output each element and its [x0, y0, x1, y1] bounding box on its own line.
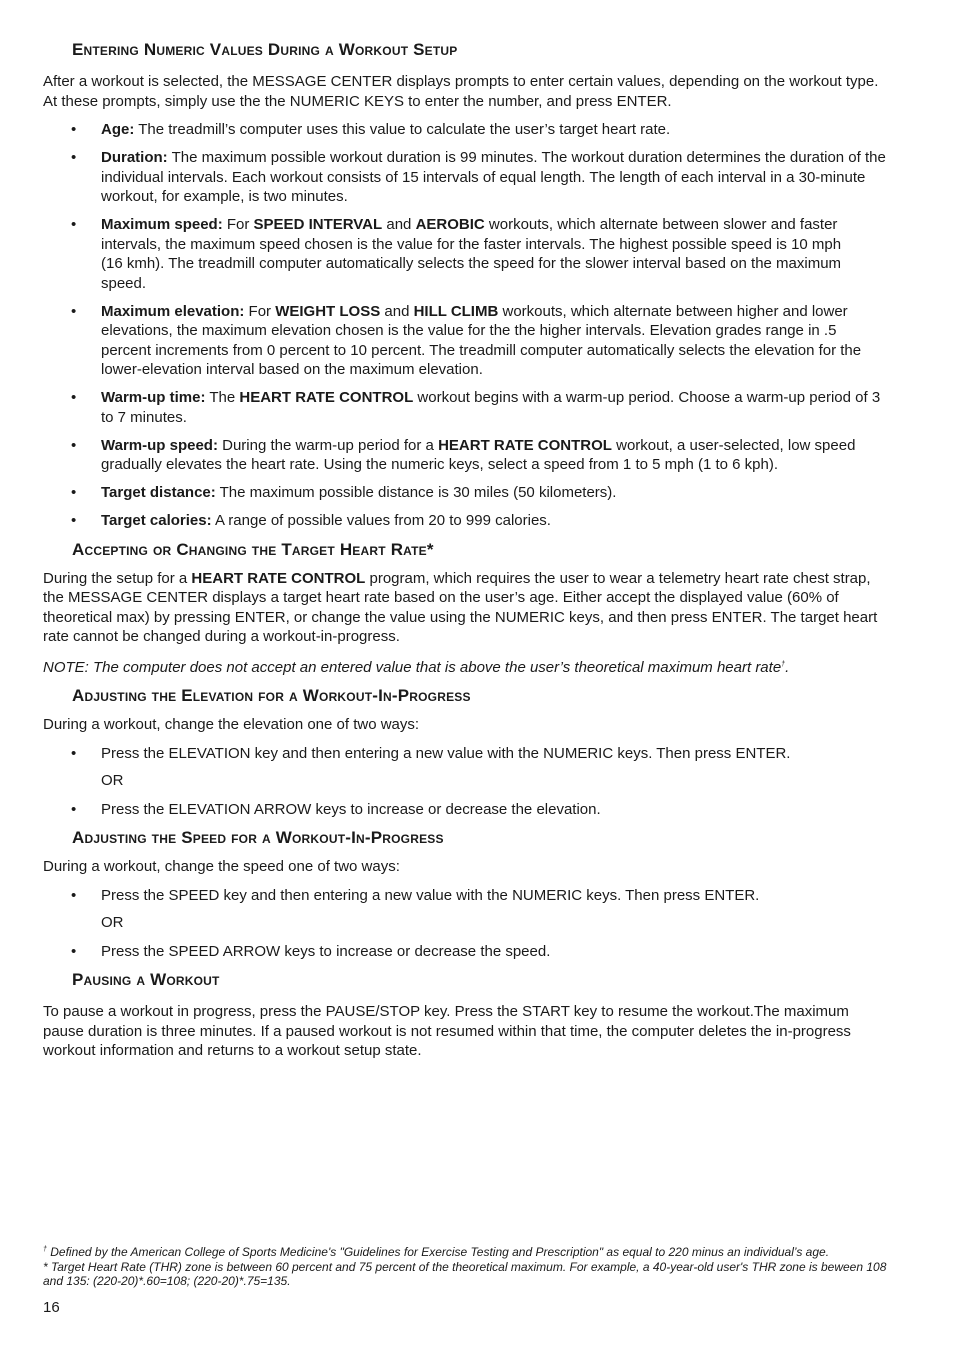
list-item-speed-key: • Press the SPEED key and then entering a new value with the NUMERIC keys. Then press ENTER. [43, 886, 888, 906]
list-item-age: • Age: The treadmill’s computer uses this value to calculate the user’s target heart rate. [43, 120, 888, 140]
section-heading-adjust-speed: Adjusting the Speed for a Workout-In-Progress [72, 828, 444, 847]
section-heading-target-heart-rate: Accepting or Changing the Target Heart Rate* [72, 539, 434, 559]
list-adjust-speed-alt [43, 942, 888, 962]
list-adjust-elevation-alt [43, 800, 888, 820]
list-item-warm-up-speed: • Warm-up speed: During the warm-up period for a HEART RATE CONTROL workout, a user-selected, low speed gradually elevates the heart rate. Using the numeric keys, select a speed from 1 to 5 mph (1 to 6 kph). [43, 436, 888, 475]
list-adjust-speed [43, 886, 888, 906]
paragraph-target-heart-rate: During the setup for a HEART RATE CONTROL program, which requires the user to wear a telemetry heart rate chest strap, the MESSAGE CENTER displays a target heart rate based on the user’s age. Either accept the displayed value (60% of theoretical max) by pressing ENTER, or change the value using the NUMERIC keys, and then press ENTER. The target heart rate cannot be changed during a workout-in-progress. [43, 569, 878, 645]
document-page [43, 0, 888, 1061]
footnotes [43, 1243, 903, 1289]
list-item-speed-arrow-keys: • Press the SPEED ARROW keys to increase or decrease the speed. [43, 942, 888, 962]
paragraph-adjust-elevation-intro: During a workout, change the elevation one of two ways: [43, 716, 420, 733]
list-item-target-distance: • Target distance: The maximum possible distance is 30 miles (50 kilometers). [43, 483, 888, 503]
paragraph-entering-values-intro: After a workout is selected, the MESSAGE CENTER displays prompts to enter certain values, depending on the workout type. At these prompts, simply use the the NUMERIC KEYS to enter the number, and press ENTER. [43, 73, 879, 110]
footnote-dagger: † Defined by the American College of Sports Medicine's "Guidelines for Exercise Testing and Prescription" as equal to 220 minus an individual’s age. [43, 1245, 830, 1259]
list-workout-values [43, 120, 888, 531]
list-item-maximum-elevation: • Maximum elevation: For WEIGHT LOSS and HILL CLIMB workouts, which alternate between higher and lower elevations, the maximum elevation chosen is the value for the the higher intervals. Elevation grades range in .5 percent increments from 0 percent to 10 percent. The treadmill computer automatically selects the elevation for the lower-elevation interval based on the maximum elevation. [43, 302, 888, 380]
or-separator: OR [101, 914, 124, 931]
list-item-duration: • Duration: The maximum possible workout duration is 99 minutes. The workout duration determines the duration of the individual intervals. Each workout consists of 15 intervals of equal length. The length of each interval in a 30-minute workout, for example, is two minutes. [43, 148, 888, 207]
section-heading-pausing: Pausing a Workout [72, 970, 220, 989]
list-item-target-calories: • Target calories: A range of possible values from 20 to 999 calories. [43, 511, 888, 531]
note-heart-rate: NOTE: The computer does not accept an entered value that is above the user’s theoretical maximum heart rate†. [43, 658, 790, 676]
page-number: 16 [43, 1299, 60, 1316]
list-adjust-elevation [43, 744, 888, 764]
or-separator: OR [101, 772, 124, 789]
paragraph-adjust-speed-intro: During a workout, change the speed one of two ways: [43, 858, 400, 875]
list-item-elevation-key: • Press the ELEVATION key and then entering a new value with the NUMERIC keys. Then press ENTER. [43, 744, 888, 764]
footnote-asterisk: * Target Heart Rate (THR) zone is between 60 percent and 75 percent of the theoretical maximum. For example, a 40-year-old user's THR zone is beween 108 and 135: (220-20)*.60=108; (220-20)*.75=135. [43, 1259, 887, 1288]
section-heading-entering-values: Entering Numeric Values During a Workout Setup [72, 40, 458, 59]
list-item-elevation-arrow-keys: • Press the ELEVATION ARROW keys to increase or decrease the elevation. [43, 800, 888, 820]
list-item-warm-up-time: • Warm-up time: The HEART RATE CONTROL workout begins with a warm-up period. Choose a warm-up period of 3 to 7 minutes. [43, 388, 888, 427]
section-heading-adjust-elevation: Adjusting the Elevation for a Workout-In-Progress [72, 686, 471, 705]
list-item-maximum-speed: • Maximum speed: For SPEED INTERVAL and AEROBIC workouts, which alternate between slower and faster intervals, the maximum speed chosen is the value for the faster intervals. The highest possible speed is 10 mph (16 kmh). The treadmill computer automatically selects the speed for the slower interval based on the maximum speed. [43, 215, 888, 293]
paragraph-pausing: To pause a workout in progress, press the PAUSE/STOP key. Press the START key to resume the workout.The maximum pause duration is three minutes. If a paused workout is not resumed within that time, the computer deletes the in-progress workout information and returns to a workout setup state. [43, 1003, 851, 1059]
